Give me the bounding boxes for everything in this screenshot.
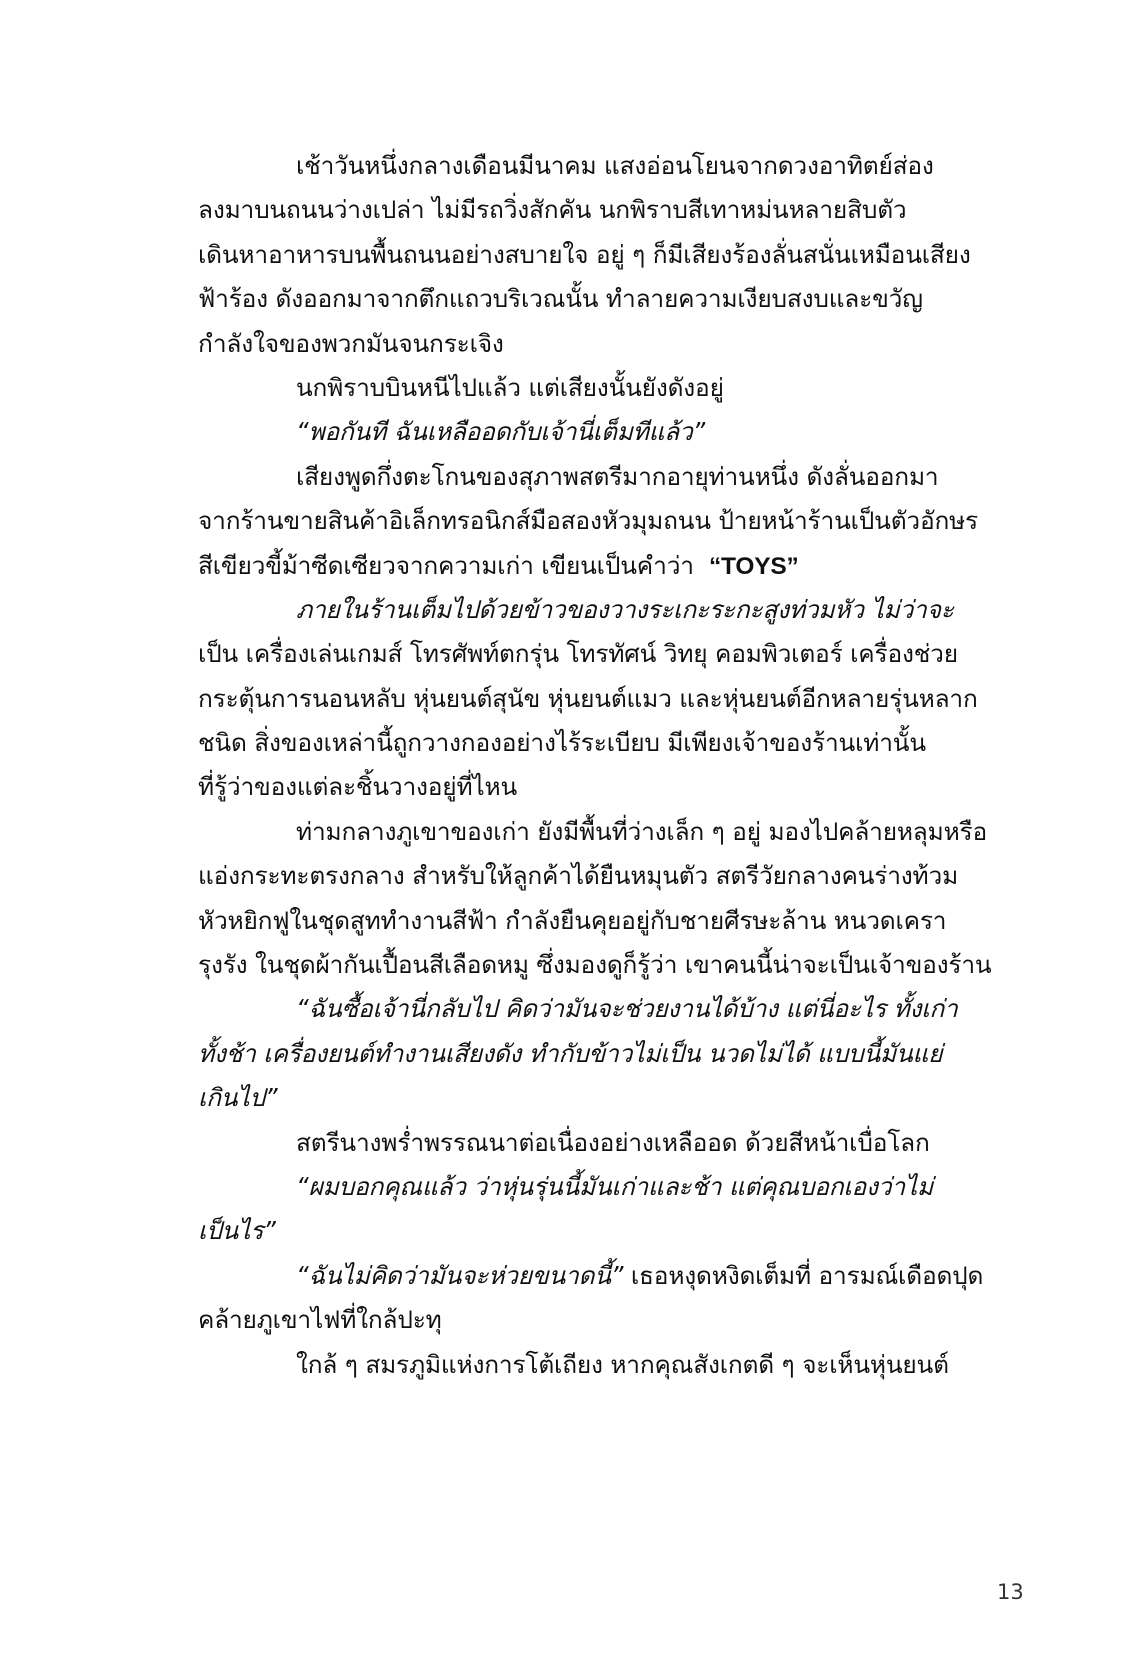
page-number: 13 [997, 1580, 1024, 1604]
dialogue-line: “พอกันที ฉันเหลืออดกับเจ้านี่เต็มทีแล้ว” [296, 417, 706, 447]
text-line: เช้าวันหนึ่งกลางเดือนมีนาคม แสงอ่อนโยนจากดวงอาทิตย์ส่อง [296, 151, 934, 180]
text-line: เดินหาอาหารบนพื้นถนนอย่างสบายใจ อยู่ ๆ ก็มีเสียงร้องลั่นสนั่นเหมือนเสียง [198, 239, 971, 269]
text-line: กำลังใจของพวกมันจนกระเจิง [198, 328, 504, 358]
dialogue-line: เป็นไร” [198, 1216, 276, 1246]
dialogue-line: “ฉันซื้อเจ้านี่กลับไป คิดว่ามันจะช่วยงานได้บ้าง แต่นี่อะไร ทั้งเก่า [296, 994, 958, 1024]
text-line: ฟ้าร้อง ดังออกมาจากตึกแถวบริเวณนั้น ทำลายความเงียบสงบและขวัญ [198, 284, 923, 314]
text-line: แอ่งกระทะตรงกลาง สำหรับให้ลูกค้าได้ยืนหมุนตัว สตรีวัยกลางคนร่างท้วม [198, 861, 959, 891]
text-line: เป็น เครื่องเล่นเกมส์ โทรศัพท์ตกรุ่น โทรทัศน์ วิทยุ คอมพิวเตอร์ เครื่องช่วย [198, 639, 958, 669]
text-segment: สีเขียวขี้ม้าซีดเซียวจากความเก่า เขียนเป็นคำว่า [198, 550, 694, 580]
dialogue-line: “ผมบอกคุณแล้ว ว่าหุ่นรุ่นนี้มันเก่าและช้า แต่คุณบอกเองว่าไม่ [296, 1171, 933, 1201]
text-line: ภายในร้านเต็มไปด้วยข้าวของวางระเกะระกะสูงท่วมหัว ไม่ว่าจะ [296, 594, 954, 624]
text-line: ชนิด สิ่งของเหล่านี้ถูกวางกองอย่างไร้ระเบียบ มีเพียงเจ้าของร้านเท่านั้น [198, 728, 926, 758]
text-line: สตรีนางพร่ำพรรณนาต่อเนื่องอย่างเหลืออด ด้วยสีหน้าเบื่อโลก [296, 1127, 930, 1157]
text-line: จากร้านขายสินค้าอิเล็กทรอนิกส์มือสองหัวมุมถนน ป้ายหน้าร้านเป็นตัวอักษร [198, 506, 979, 536]
sign-text: “TOYS” [709, 552, 799, 580]
text-line: กระตุ้นการนอนหลับ หุ่นยนต์สุนัข หุ่นยนต์แมว และหุ่นยนต์อีกหลายรุ่นหลาก [198, 683, 978, 713]
dialogue-line: เกินไป” [198, 1083, 278, 1113]
text-line: ที่รู้ว่าของแต่ละชิ้นวางอยู่ที่ไหน [198, 772, 518, 802]
dialogue-segment: “ฉันไม่คิดว่ามันจะห่วยขนาดนี้” [296, 1260, 624, 1290]
text-line [198, 544, 1028, 588]
text-line: รุงรัง ในชุดผ้ากันเปื้อนสีเลือดหมู ซึ่งมองดูก็รู้ว่า เขาคนนี้น่าจะเป็นเจ้าของร้าน [198, 950, 992, 980]
dialogue-line: ทั้งช้า เครื่องยนต์ทำงานเสียงดัง ทำกับข้าวไม่เป็น นวดไม่ได้ แบบนี้มันแย่ [198, 1038, 943, 1068]
text-line: เสียงพูดกึ่งตะโกนของสุภาพสตรีมากอายุท่านหนึ่ง ดังลั่นออกมา [296, 461, 939, 491]
text-line: ลงมาบนถนนว่างเปล่า ไม่มีรถวิ่งสักคัน นกพิราบสีเทาหม่นหลายสิบตัว [198, 195, 907, 225]
text-segment: เธอหงุดหงิดเต็มที่ อารมณ์เดือดปุด [623, 1260, 984, 1290]
text-line: คล้ายภูเขาไฟที่ใกล้ปะทุ [198, 1305, 442, 1335]
text-line: ท่ามกลางภูเขาของเก่า ยังมีพื้นที่ว่างเล็ก ๆ อยู่ มองไปคล้ายหลุมหรือ [296, 816, 987, 846]
text-line [198, 1254, 1028, 1298]
text-line: นกพิราบบินหนีไปแล้ว แต่เสียงนั้นยังดังอยู่ [296, 372, 724, 402]
story-text [198, 144, 1028, 1387]
text-line: ใกล้ ๆ สมรภูมิแห่งการโต้เถียง หากคุณสังเกตดี ๆ จะเห็นหุ่นยนต์ [296, 1349, 949, 1379]
text-line: หัวหยิกฟูในชุดสูททำงานสีฟ้า กำลังยืนคุยอยู่กับชายศีรษะล้าน หนวดเครา [198, 905, 947, 935]
